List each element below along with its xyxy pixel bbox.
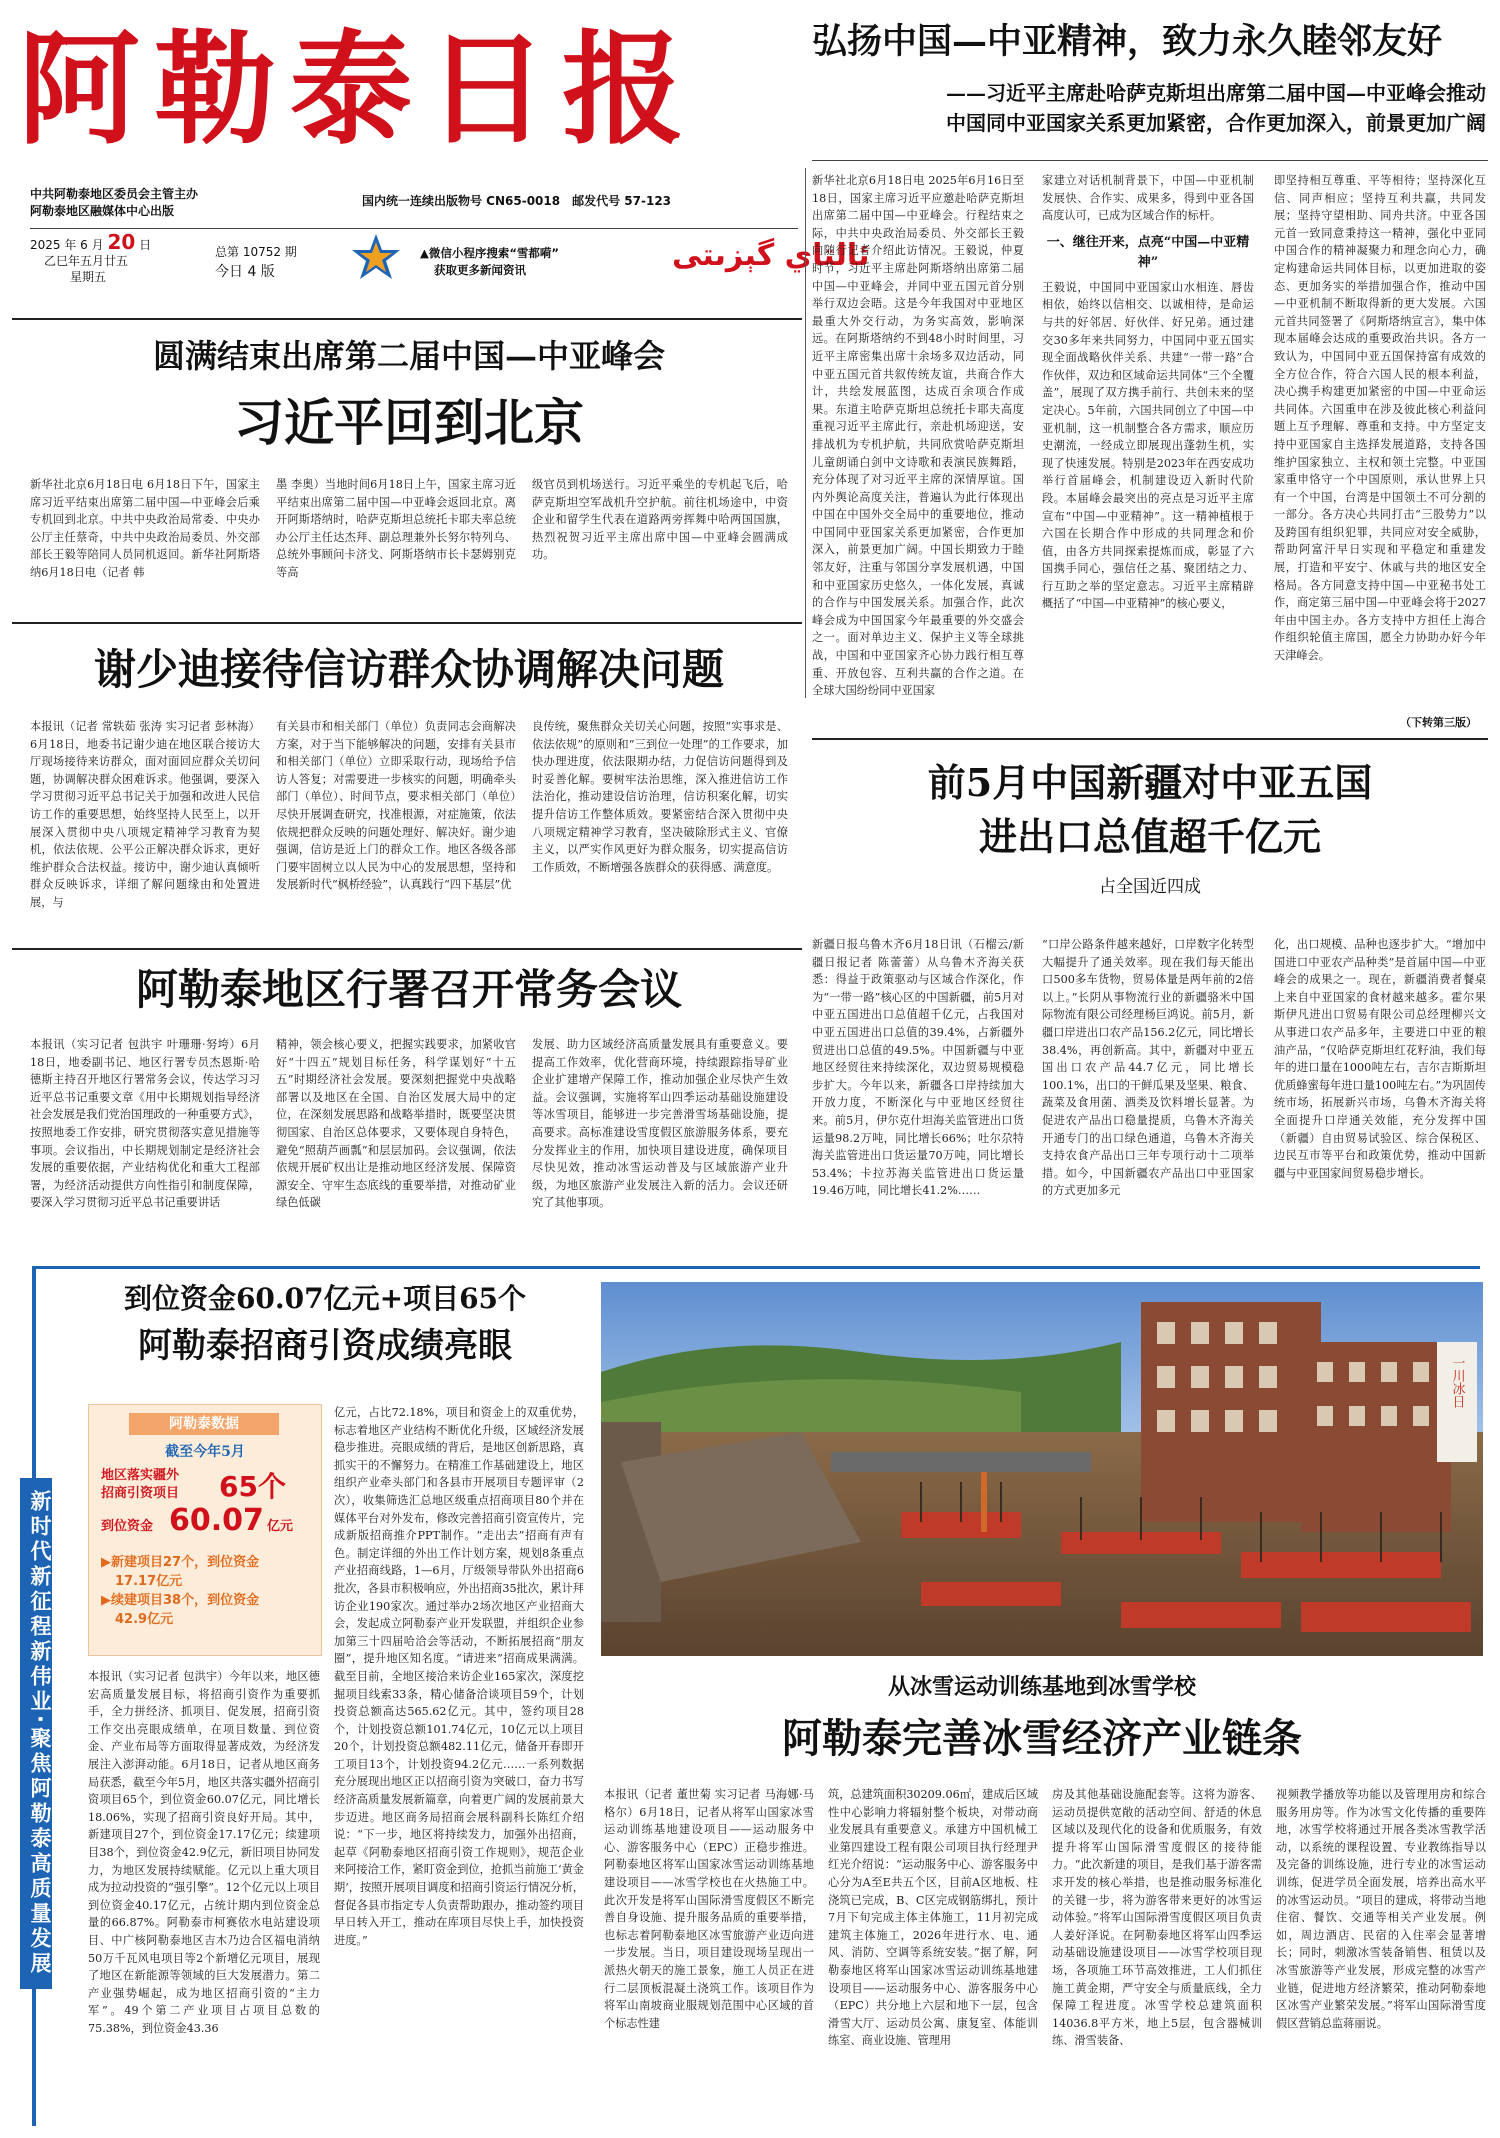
gov-story-column: 精神，领会核心要义，把握实践要求，加紧收官好“十四五”规划目标任务，科学谋划好“十五五”时期经济社会发展。要深刻把握党中央战略部署以及地区在全国、自治区发展大局中的定位，在深刻发展思路和战略举措时，既要坚决贯彻国家、自治区总体要求，又要体现自身特色，避免“照葫芦画瓢”和层层加码。会议强调，依法依规开展矿权出让是推动地区经济发展、保障资源安全、守牢生态底线的重要举措，对推动矿业绿色低碳 (276, 1038, 516, 1210)
uighur-title: ئالتاي گېزىتى (672, 238, 870, 273)
data-cont-projects: ▶续建项目38个，到位资金 (101, 1593, 260, 1608)
snow-story-column: 本报讯（记者 董世菊 实习记者 马海娜·马格尔）6月18日，记者从将军山国家冰雪运动训练基地建设项目——运动服务中心、游客服务中心（EPC）正稳步推进。阿勒泰地区将军山国家冰雪运动训练基地建设项目——冰雪学校也在火热施工中。此次开发是将军山国际滑雪度假区不断完善自身设施、提升服务品质的重要举措，也标志着阿勒泰地区冰雪旅游产业迈向进一步发展。当日，项目建设现场呈现出一派热火朝天的施工景象，施工人员正在进行二层顶板混凝土浇筑工作。该项目作为将军山南坡商业服规划范围中心区域的首个标志性建 (604, 1788, 814, 2030)
trade-story-column: “口岸公路条件越来越好，口岸数字化转型大幅提升了通关效率。现在我们每天能出口500多车货物，贸易体量是两年前的2倍以上。”长阴从事物流行业的新疆骆米中国际物流有限公司经理杨巨鸿说。前5月，新疆口岸进出口农产品156.2亿元，同比增长38.4%，再创新高。其中，新疆对中亚五国出口农产品44.7亿元，同比增长100.1%，出口的干鲜瓜果及坚果、粮食、蔬菜及食用菌、酒类及饮料增长显著。为促进农产品出口稳量提质，乌鲁木齐海关开通专门的出口绿色通道，乌鲁木齐海关支持农食产品出口三年专项行动十二项举措。如今，中国新疆农产品出口中亚国家的方式更加多元 (1042, 938, 1254, 1198)
invest-story-headline: 阿勒泰招商引资成绩亮眼 (138, 1326, 512, 1366)
snow-story-column: 视频教学播放等功能以及管理用房和综合服务用房等。作为冰雪文化传播的重要阵地，冰雪学校将通过开展各类冰雪教学活动，以系统的课程设置、专业教练指导以及完备的训练设施，进行专业的冰雪运动训练，促进学员全面发展，培养出高水平的冰雪运动员。“项目的建成，将带动当地住宿、餐饮、交通等相关产业发展。例如，周边酒店、民宿的入住率会显著增长；同时，刺激冰雪装备销售、租赁以及冰雪旅游等产业发展，形成完整的冰雪产业链，促进地方经济繁荣，推动阿勒泰地区冰雪产业繁荣发展。”将军山国际滑雪度假区营销总监蒋丽说。 (1276, 1788, 1486, 2030)
trade-story-subhead: 占全国近四成 (1099, 877, 1201, 897)
data-new-projects: ▶新建项目27个，到位资金 (101, 1555, 260, 1570)
invest-story-kicker: 到位资金60.07亿元+项目65个 (123, 1282, 527, 1315)
data-projects-count: 65个 (219, 1470, 286, 1503)
snow-story-kicker: 从冰雪运动训练基地到冰雪学校 (887, 1674, 1196, 1700)
data-funds-value: 60.07 (169, 1503, 264, 1538)
issue-block (215, 242, 315, 282)
date-day: 20 (107, 230, 136, 254)
xie-story-column: 本报讯（记者 常轶茹 张涛 实习记者 彭林海）6月18日，地委书记谢少迪在地区联合接访大厅现场接待来访群众，面对面回应群众关切问题，协调解决群众困难诉求。他强调，要深入学习贯彻习近平总书记关于加强和改进人民信访工作的重要思想，始终坚持人民至上，以开展深入贯彻中央八项规定精神学习教育为契机，依法依规、公平公正解决群众诉求，更好维护群众合法权益。接访中，谢少迪认真倾听群众反映诉求，详细了解问题缘由和处置进展，与 (30, 720, 260, 909)
data-label-line: 招商引资项目 (101, 1486, 180, 1501)
gov-story-column: 本报讯（实习记者 包洪宇 叶珊珊·努垮）6月18日，地委副书记、地区行署专员杰恩斯·哈德斯主持召开地区行署常务会议，传达学习习近平总书记重要文章《用中长期规划指导经济社会发展是我们党治国理政的一种重要方式》，按照地委工作安排，研究贯彻落实意见措施等事项。会议指出，中长期规划制定是经济社会发展的重要依据，产业结构优化和重大工程部署，为经济活动提供方向性指引和制度保障，要深入学习贯彻习近平总书记重要讲话 (30, 1038, 260, 1210)
snow-story-column: 筑，总建筑面积30209.06㎡，建成后区域性中心影响力将辐射整个板块，对带动商业发展具有重要意义。承建方中国机械工业第四建设工程有限公司项目执行经理尹红光介绍说：“运动服务中心、游客服务中心分为A至E共五个区，目前A区地板、柱浇筑已完成，B、C区完成钢筋绑扎，预计7月下旬完成主体主体施工，11月初完成建筑主体施工，2026年进行水、电、通风、消防、空调等系统安装。”据了解，阿勒泰地区将军山国家冰雪运动训练基地建设项目——运动服务中心、游客服务中心（EPC）共分地上六层和地下一层，包含滑雪大厅、运动员公寓、康复室、体能训练室、商业设施、管理用 (828, 1788, 1038, 2048)
xi-story-column: 墨 李奥）当地时间6月18日上午，国家主席习近平结束出席第二届中国—中亚峰会返回北京。离开阿斯塔纳时，哈萨克斯坦总统托卡耶夫率总统办公厅主任达杰拜、副总理兼外长努尔特列乌、总统外事顾问卡济戈、阿斯塔纳市长卡瑟姆别克等高 (276, 478, 516, 579)
lead-subhead (846, 78, 1486, 138)
data-box (88, 1404, 322, 1656)
sponsor-block (30, 186, 300, 220)
section-frame-top (32, 1266, 1480, 1269)
lead-subhead-line: 中国同中亚国家关系更加紧密，合作更加深入，前景更加广阔 (946, 111, 1486, 135)
data-funds-unit: 亿元 (267, 1519, 294, 1534)
construction-site-image (601, 1282, 1483, 1656)
xi-story-kicker: 圆满结束出席第二届中国—中亚峰会 (152, 337, 665, 375)
issn-line: 国内统一连续出版物号 CN65-0018 邮发代号 57-123 (362, 194, 672, 208)
wechat-line: 获取更多新闻资讯 (434, 263, 526, 277)
date-suffix: 日 (139, 238, 152, 252)
snow-story-column: 房及其他基础设施配套等。这将为游客、运动员提供宽敞的活动空间、舒适的休息区域以及现代化的设备和优质服务，有效提升将军山国际滑雪度假区的接待能力。“此次新建的项目，是我们基于游客需求开发的核心举措，也是推动服务标准化的关键一步，将为游客带来更好的冰雪运动体验。”将军山国际滑雪度假区项目负责人姜好泽说。在阿勒泰地区将军山四季运动基础设施建设项目——冰雪学校项目现场，各项施工环节高效推进，工人们抓住施工黄金期，严守安全与质量底线，全力保障工程进度。冰雪学校总建筑面积14036.8平方米，地上5层，包含器械训练、滑雪装备、 (1052, 1788, 1262, 2048)
masthead (18, 10, 788, 175)
sponsor-line: 阿勒泰地区融媒体中心出版 (30, 204, 175, 218)
data-funds-label: 到位资金 (101, 1519, 154, 1534)
lead-headline: 弘扬中国—中亚精神，致力永久睦邻友好 (812, 21, 1443, 62)
snow-story-headline: 阿勒泰完善冰雪经济产业链条 (782, 1715, 1302, 1762)
invest-story-column: 亿元，占比72.18%，项目和资金上的双重优势，标志着地区产业结构不断优化升级，区域经济发展稳步推进。亮眼成绩的背后，是地区创新思路，真抓实干的不懈努力。在精准工作基础建设上，地区组织产业牵头部门和各县市开展项目专题评审（2次），收集筛选汇总地区级重点招商项目80个并在媒体平台对外发布，修改完善招商引资宣传片，完成新版招商推介PPT制作。“走出去”招商有声有色。制定详细的外出工作计划方案，规划8条重点产业招商线路，1—6月，厅级领导带队外出招商6批次，各县市积极响应，外出招商35批次，累计拜访企业190家次。通过举办2场次地区产业招商大会，发起成立阿勒泰产业开发联盟，并组织企业参加第三十四届哈洽会等活动，不断拓展招商“朋友圈”，提升地区知名度。“请进来”招商成果满满。截至目前，全地区接洽来访企业165家次，深度挖掘项目线索33条，精心储备洽谈项目59个，计划投资总额高达565.62亿元。其中，签约项目28个，计划投资总额101.74亿元，10亿元以上项目20个，计划投资总额482.11亿元，储备开春即开工项目13个，计划投资94.2亿元……一系列数据充分展现出地区正以招商引资为突破口，奋力书写经济高质量发展新篇章，向着更广阔的发展前景大步迈进。地区商务局招商会展科副科长陈红介绍说：“下一步，地区将持续发力，加强外出招商，起草《阿勒泰地区招商引资工作规则》，规范企业来阿接洽工作，紧盯资金到位，抢抓当前施工‘黄金期’，按照开展项目调度和招商引资运行情况分析，督促各县市指定专人负责帮助跟办，推动签约项目早日转入开工，推动在库项目尽快上手，加快投资进度。” (334, 1406, 584, 1947)
continued-note: （下转第三版） (1400, 716, 1477, 729)
trade-story-column: 化，出口规模、品种也逐步扩大。“增加中国进口中亚农产品种类”是首届中国—中亚峰会的成果之一。现在，新疆消费者餐桌上来自中亚国家的食材越来越多。霍尔果斯伊凡进出口贸易有限公司总经理柳兴文从事进口农产品多年，主要进口中亚的粮油产品，“仅哈萨克斯坦红花籽油，我们每年的进口量在1000吨左右，吉尔吉斯斯坦优质蜂蜜每年进口量100吨左右。”为巩固传统市场，拓展新兴市场，乌鲁木齐海关将全面提升口岸通关效能，充分发挥中国（新疆）自由贸易试验区、综合保税区、边民互市等平台和政策优势，推动中国新疆与中亚国家间贸易稳步增长。 (1274, 938, 1486, 1180)
trade-story-headline: 前5月中国新疆对中亚五国 (927, 760, 1373, 805)
data-new-funds: 17.17亿元 (115, 1574, 183, 1589)
date-prefix: 2025 年 6 月 (30, 238, 104, 252)
xie-story-headline: 谢少迪接待信访群众协调解决问题 (93, 645, 724, 694)
lead-subhead-line: ——习近平主席赴哈萨克斯坦出席第二届中国—中亚峰会推动 (946, 81, 1486, 105)
xie-story-column: 有关县市和相关部门（单位）负责同志会商解决方案，对于当下能够解决的问题，安排有关县市和相关部门（单位）立即采取行动，现场给予信访人答复；对需要进一步核实的问题，明确牵头部门（单位）、时间节点，要求相关部门（单位）尽快开展调查研究，找准根源，对症施策，依法依规把群众反映的问题处理好、解决好。谢少迪强调，信访是近上门的群众工作。地区各级各部门要牢固树立以人民为中心的发展思想，坚持和发展新时代“枫桥经验”，认真践行“四下基层”优 (276, 720, 516, 892)
trade-story-headline-2: 进出口总值超千亿元 (978, 814, 1321, 859)
wechat-promo[interactable] (420, 245, 630, 279)
snow-logo-icon (348, 232, 404, 282)
lead-col2-text: 家建立对话机制背景下，中国—中亚机制发展快、合作实、成果多，得到中亚各国高度认可，已成为区域合作的标杆。 (1042, 174, 1254, 223)
xie-story-column: 良传统，聚焦群众关切关心问题，按照“实事求是、依法依规”的原则和“三到位一处理”的工作要求，加快办理进度，依法限期办结，力促信访问题得到及时妥善化解。要树牢法治思维，深入推进信访工作法治化，推动建设信访治理，信访积案化解，切实提升信访工作整体质效。要紧密结合深入贯彻中央八项规定精神学习教育，坚决破除形式主义、官僚主义，以严实作风更好为群众服务，切实提高信访工作质效，不断增强各族群众的获得感、满意度。 (532, 720, 788, 874)
sponsor-line: 中共阿勒泰地区委员会主管主办 (30, 187, 199, 201)
data-breakdown (101, 1553, 259, 1629)
date-block (30, 230, 180, 285)
lead-column-2 (1042, 172, 1254, 732)
issue-number: 总第 10752 期 (215, 245, 297, 259)
data-box-label (101, 1467, 179, 1503)
data-cont-funds: 42.9亿元 (115, 1612, 174, 1627)
data-box-title: 阿勒泰数据 (129, 1413, 279, 1435)
xi-story-column: 新华社北京6月18日电 6月18日下午，国家主席习近平结束出席第二届中国—中亚峰会后乘专机回到北京。中共中央政治局常委、中央办公厅主任蔡奇，中共中央政治局委员、外交部部长王毅等陪同人员同机返回。新华社阿斯塔纳6月18日电（记者 韩 (30, 478, 260, 579)
gov-story-column: 发展、助力区域经济高质量发展具有重要意义。要提高工作效率，优化营商环境，持续跟踪指导矿业企业扩建增产保障工作，推动加强企业尽快产生效益。会议强调，实施将军山四季运动基础设施建设等冰雪项目，能够进一步完善滑雪场基础设施，提高要求。高标准建设雪度假区旅游服务体系，要充分发挥业主的作用，加快项目建设进度，确保项目尽快见效，推动冰雪运动普及与区域旅游产业升级，为地区旅游产业发展注入新的活力。会议还研究了其他事项。 (532, 1038, 788, 1210)
data-box-subtitle: 截至今年5月 (165, 1444, 245, 1460)
xi-story-headline: 习近平回到北京 (234, 393, 584, 452)
invest-story-column: 本报讯（实习记者 包洪宇）今年以来，地区德宏高质量发展目标，将招商引资作为重要抓手，全力拼经济、抓项目、促发展，招商引资工作交出亮眼成绩单，在项目数量、到位资金、产业布局等方面取得显著成效，为经济发展注入澎湃动能。6月18日，记者从地区商务局获悉，截至今年5月，地区共落实疆外招商引资项目65个，到位资金60.07亿元，同比增长18.06%，实现了招商引资良好开局。其中，新建项目27个，到位资金17.17亿元；续建项目38个，到位资金42.9亿元，新旧项目协同发力，为地区发展持续赋能。亿元以上重大项目成为拉动投资的“强引擎”。12个亿元以上项目到位资金40.17亿元，占统计期内到位资金总量的66.87%。阿勒泰市柯赛依水电站建设项目、中广核阿勒泰地区吉木乃边合区福电消纳50万千瓦风电项目等2个新增亿元项目，展现了地区在新能源等领域的巨大发展潜力。第二产业强势崛起，成为地区招商引资的“主力军”。49个第二产业项目占项目总数的75.38%，到位资金43.36 (88, 1670, 320, 2035)
construction-photo (601, 1282, 1483, 1656)
section-label: 新时代新征程新伟业·聚焦阿勒泰高质量发展 (20, 1478, 52, 1989)
gov-story-headline: 阿勒泰地区行署召开常务会议 (135, 965, 682, 1014)
weekday: 星期五 (70, 270, 107, 284)
lead-column: 即坚持相互尊重、平等相待；坚持深化互信、同声相应；坚持互利共赢，共同发展；坚持守望相助、同舟共济。中亚各国元首一致同意秉持这一精神，强化中亚同中国合作的精神凝聚力和理念向心力，确定构建命运共同体目标，以更加进取的姿态、更加务实的举措加强合作，推动中国—中亚机制不断取得新的更大发展。六国元首共同签署了《阿斯塔纳宣言》，集中体现本届峰会达成的重要政治共识。各方一致认为，中国同中亚五国保持富有成效的全方位合作，符合六国人民的根本利益，决心携手构建更加紧密的中国—中亚命运共同体。六国重申在涉及彼此核心利益问题上互予理解、尊重和支持。中方坚定支持中亚国家自主选择发展道路，支持各国维护国家独立、主权和领土完整。中亚国家重申恪守一个中国原则，承认世界上只有一个中国，台湾是中国领土不可分割的一部分。各方决心共同打击“三股势力”以及跨国有组织犯罪，共同应对安全威胁，帮助阿富汗早日实现和平稳定和重建发展，打造和平安宁、休戚与共的地区安全格局。各方同意支持中国—中亚秘书处工作，商定第三届中国—中亚峰会将于2027年由中国主办。各方支持中方担任上海合作组织轮值主席国，愿全力协助办好今年天津峰会。 (1274, 174, 1486, 663)
lead-col2b-text: 王毅说，中国同中亚国家山水相连、唇齿相依，始终以信相交、以诚相待，是命运与共的好邻居、好伙伴、好兄弟。通过建交30多年来共同努力，中国同中亚五国实现全面战略伙伴关系、共建“一带一路”合作伙伴，双边和区域命运共同体“三个全覆盖”，展现了双方携手前行、共创未来的坚定决心。5年前，六国共同创立了中国—中亚机制，这一机制整合各方需求，顺应历史潮流，一经成立即展现出蓬勃生机，实现了快速发展。特别是2023年在西安成功举行首届峰会，机制建设迈入新时代阶段。本届峰会最突出的亮点是习近平主席宣布“中国—中亚精神”。这一精神植根于六国在长期合作中形成的共同理念和价值，由各方共同探索提炼而成，彰显了六国携手同心，强信任之基、聚团结之力、行互助之举的坚定意志。习近平主席精辟概括了“中国—中亚精神”的核心要义， (1042, 280, 1254, 611)
xi-story-column: 级官员到机场送行。习近平乘坐的专机起飞后，哈萨克斯坦空军战机升空护航。前往机场途中，中资企业和留学生代表在道路两旁挥舞中哈两国国旗，热烈祝贺习近平主席出席中国—中亚峰会圆满成功。 (532, 478, 788, 562)
lunar-date: 乙巳年五月廿五 (44, 254, 129, 268)
trade-story-column: 新疆日报乌鲁木齐6月18日讯（石榴云/新疆日报记者 陈蕾蕾）从乌鲁木齐海关获悉：得益于政策驱动与区域合作深化，作为“一带一路”核心区的中国新疆，前5月对中亚五国进出口总值超千亿元，占我国对中亚五国进出口总值的39.4%，占新疆外贸进出口总值的49.5%。中国新疆与中亚地区经贸往来持续深化，双边贸易规模稳步扩大。今年以来，新疆各口岸持续加大开放力度，不断深化与中亚地区经贸往来。前5月，伊尔克什坦海关监管进出口货运量98.2万吨，同比增长66%；吐尔尕特海关监管进出口货运量70万吨，同比增长53.4%；卡拉苏海关监管进出口货运量19.46万吨，同比增长41.2%…… (812, 938, 1024, 1198)
page-count: 今日 4 版 (215, 264, 275, 280)
lead-section-heading: 一、继往开来，点亮“中国—中亚精神” (1046, 234, 1250, 270)
lead-column: 新华社北京6月18日电 2025年6月16日至18日，国家主席习近平应邀赴哈萨克斯坦出席第二届中国—中亚峰会。行程结束之际，中共中央政治局委员、外交部长王毅向随行记者介绍此访情况。王毅说，仲夏时节，习近平主席赴阿斯塔纳出席第二届中国—中亚峰会，并同中亚五国元首分别举行双边会晤。这是今年我国对中亚地区最重大外交行动，为务实高效，影响深远。在阿斯塔纳约不到48小时时间里，习近平主席密集出席十余场多双边活动，同中亚五国元首共叙传统友谊，共商合作大计，共绘发展蓝图，达成百余项合作成果。东道主哈萨克斯坦总统托卡耶夫高度重视习近平主席此行，亲赴机场迎送，安排战机为专机护航，共同欣赏哈萨克斯坦儿童朗诵白剑中文诗歌和表演民族舞蹈，充分体现了对习近平主席的深情厚谊。国内外舆论高度关注，普遍认为此行体现出中国在中国外交全局中的重要地位，推动中国同中亚国家关系更加紧密，合作更加深入，前景更加广阔。中国长期致力于睦邻友好，注重与邻国分享发展机遇，中国和中亚国家历史悠久，一体化发展，真诚的合作与中国发展关系。加强合作，此次峰会成为中国国家今年最重要的外交盛会之一。面对单边主义、保护主义等全球挑战，中国和中亚国家齐心协力践行相互尊重、开放包容、互利共赢的合作之道。在全球大国纷纷同中亚国家 (812, 174, 1024, 698)
wechat-line: ▲微信小程序搜索“雪都嗬” (420, 246, 559, 260)
data-label-line: 地区落实疆外 (101, 1468, 180, 1483)
newspaper-title: 阿勒泰日报 (18, 19, 698, 161)
building-sign: 一川冰日 (1449, 1356, 1465, 1408)
